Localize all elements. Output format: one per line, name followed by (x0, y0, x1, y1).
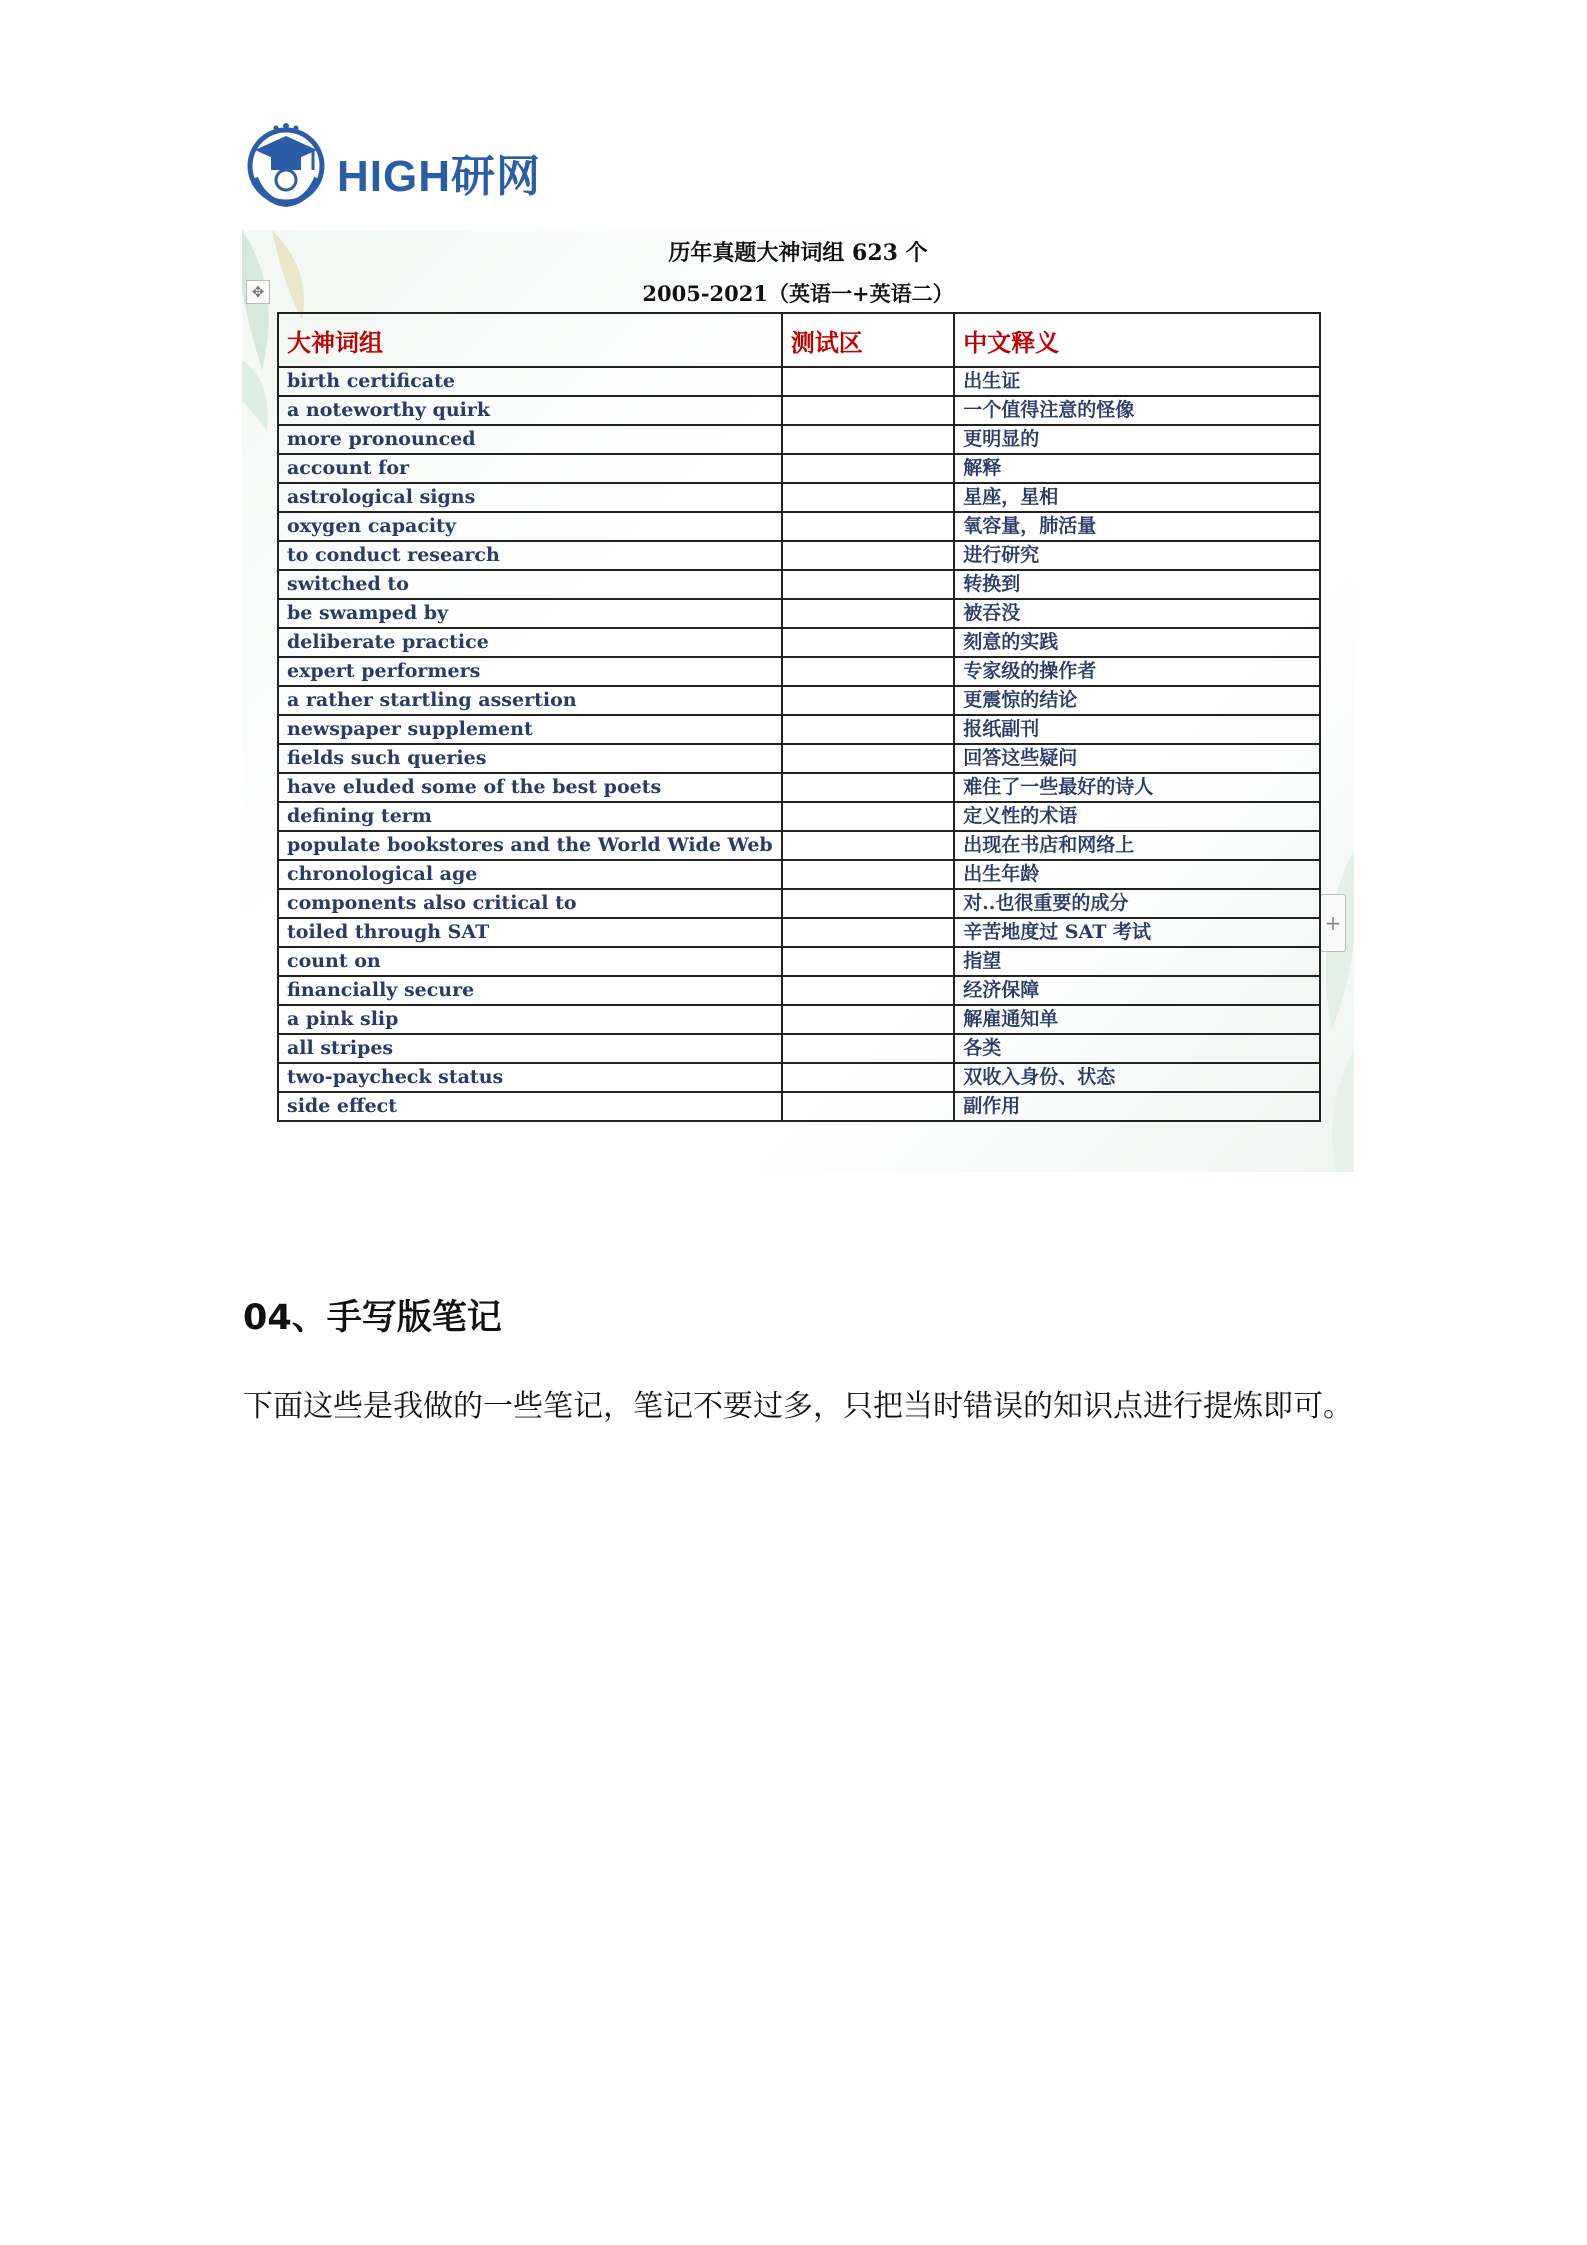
table-row (278, 483, 1320, 512)
test-cell (782, 454, 954, 483)
phrase-cell: side effect (278, 1092, 782, 1121)
phrase-cell: expert performers (278, 657, 782, 686)
test-cell (782, 1005, 954, 1034)
test-cell (782, 628, 954, 657)
table-row (278, 657, 1320, 686)
test-cell (782, 483, 954, 512)
phrase-cell: be swamped by (278, 599, 782, 628)
section-paragraph: 下面这些是我做的一些笔记，笔记不要过多，只把当时错误的知识点进行提炼即可。 (243, 1389, 1353, 1424)
meaning-cell: 难住了一些最好的诗人 (954, 773, 1320, 802)
image-title: 历年真题大神词组 623 个 (668, 240, 928, 266)
test-cell (782, 715, 954, 744)
phrase-cell: populate bookstores and the World Wide Web (278, 831, 782, 860)
meaning-cell: 定义性的术语 (954, 802, 1320, 831)
graduation-cap-emblem-icon (245, 118, 327, 210)
phrase-cell: deliberate practice (278, 628, 782, 657)
phrase-cell: chronological age (278, 860, 782, 889)
phrase-cell: components also critical to (278, 889, 782, 918)
table-row (278, 367, 1320, 396)
meaning-cell: 专家级的操作者 (954, 657, 1320, 686)
table-row (278, 425, 1320, 454)
test-cell (782, 396, 954, 425)
meaning-cell: 报纸副刊 (954, 715, 1320, 744)
table-row (278, 744, 1320, 773)
phrase-cell: a noteworthy quirk (278, 396, 782, 425)
meaning-cell: 各类 (954, 1034, 1320, 1063)
table-row (278, 686, 1320, 715)
table-row (278, 541, 1320, 570)
table-header-row (278, 313, 1320, 367)
meaning-cell: 更震惊的结论 (954, 686, 1320, 715)
test-cell (782, 1092, 954, 1121)
meaning-cell: 双收入身份、状态 (954, 1063, 1320, 1092)
table-row (278, 1005, 1320, 1034)
phrase-cell: a pink slip (278, 1005, 782, 1034)
test-cell (782, 744, 954, 773)
table-row (278, 570, 1320, 599)
meaning-cell: 对..也很重要的成分 (954, 889, 1320, 918)
phrase-cell: count on (278, 947, 782, 976)
phrase-cell: birth certificate (278, 367, 782, 396)
phrase-cell: more pronounced (278, 425, 782, 454)
phrase-cell: newspaper supplement (278, 715, 782, 744)
test-cell (782, 425, 954, 454)
header-chinese-meaning: 中文释义 (954, 313, 1320, 367)
table-row (278, 889, 1320, 918)
phrase-cell: have eluded some of the best poets (278, 773, 782, 802)
meaning-cell: 转换到 (954, 570, 1320, 599)
table-row (278, 628, 1320, 657)
meaning-cell: 更明显的 (954, 425, 1320, 454)
logo-text: HIGH研网 (337, 152, 541, 201)
meaning-cell: 解雇通知单 (954, 1005, 1320, 1034)
test-cell (782, 599, 954, 628)
site-logo (245, 118, 545, 218)
phrase-cell: defining term (278, 802, 782, 831)
meaning-cell: 辛苦地度过 SAT 考试 (954, 918, 1320, 947)
phrase-cell: to conduct research (278, 541, 782, 570)
test-cell (782, 976, 954, 1005)
phrase-cell: a rather startling assertion (278, 686, 782, 715)
meaning-cell: 解释 (954, 454, 1320, 483)
table-row (278, 454, 1320, 483)
phrase-cell: oxygen capacity (278, 512, 782, 541)
header-phrase: 大神词组 (278, 313, 782, 367)
plus-icon[interactable]: + (1320, 894, 1346, 952)
meaning-cell: 经济保障 (954, 976, 1320, 1005)
test-cell (782, 512, 954, 541)
test-cell (782, 657, 954, 686)
meaning-cell: 一个值得注意的怪像 (954, 396, 1320, 425)
image-subtitle: 2005-2021（英语一+英语二） (642, 281, 954, 306)
table-row (278, 918, 1320, 947)
phrase-cell: all stripes (278, 1034, 782, 1063)
meaning-cell: 副作用 (954, 1092, 1320, 1121)
test-cell (782, 541, 954, 570)
meaning-cell: 指望 (954, 947, 1320, 976)
header-test-area: 测试区 (782, 313, 954, 367)
meaning-cell: 回答这些疑问 (954, 744, 1320, 773)
vocab-table-image (242, 230, 1354, 1172)
test-cell (782, 918, 954, 947)
table-row (278, 1063, 1320, 1092)
test-cell (782, 367, 954, 396)
table-row (278, 802, 1320, 831)
test-cell (782, 570, 954, 599)
table-row (278, 396, 1320, 425)
table-row (278, 947, 1320, 976)
move-icon[interactable]: ✥ (246, 280, 270, 304)
phrase-cell: financially secure (278, 976, 782, 1005)
test-cell (782, 1063, 954, 1092)
test-cell (782, 860, 954, 889)
section-title: 04、手写版笔记 (243, 1298, 502, 1338)
phrase-cell: fields such queries (278, 744, 782, 773)
table-row (278, 773, 1320, 802)
phrase-cell: switched to (278, 570, 782, 599)
table-row (278, 512, 1320, 541)
meaning-cell: 出生证 (954, 367, 1320, 396)
test-cell (782, 831, 954, 860)
test-cell (782, 686, 954, 715)
phrase-cell: astrological signs (278, 483, 782, 512)
phrase-cell: toiled through SAT (278, 918, 782, 947)
phrase-cell: account for (278, 454, 782, 483)
meaning-cell: 进行研究 (954, 541, 1320, 570)
meaning-cell: 星座，星相 (954, 483, 1320, 512)
table-row (278, 599, 1320, 628)
meaning-cell: 出现在书店和网络上 (954, 831, 1320, 860)
table-row (278, 860, 1320, 889)
test-cell (782, 773, 954, 802)
test-cell (782, 947, 954, 976)
test-cell (782, 1034, 954, 1063)
table-row (278, 976, 1320, 1005)
meaning-cell: 刻意的实践 (954, 628, 1320, 657)
table-row (278, 1092, 1320, 1121)
table-row (278, 715, 1320, 744)
table-row (278, 831, 1320, 860)
table-row (278, 1034, 1320, 1063)
phrase-cell: two-paycheck status (278, 1063, 782, 1092)
meaning-cell: 被吞没 (954, 599, 1320, 628)
meaning-cell: 氧容量，肺活量 (954, 512, 1320, 541)
vocab-table (277, 312, 1321, 1122)
test-cell (782, 802, 954, 831)
test-cell (782, 889, 954, 918)
meaning-cell: 出生年龄 (954, 860, 1320, 889)
